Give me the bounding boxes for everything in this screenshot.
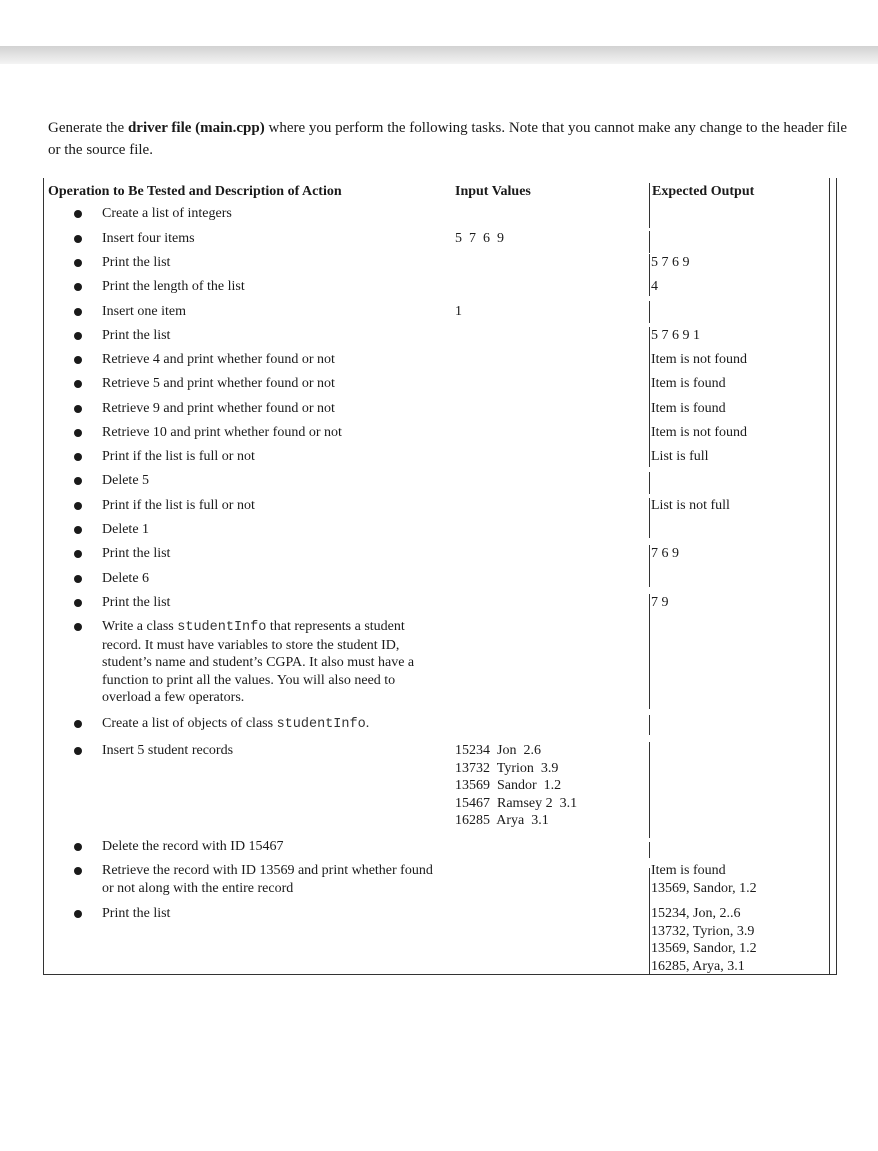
- expected-column-rule: [649, 183, 650, 228]
- expected-column-rule: [649, 301, 650, 323]
- bullet-icon: [74, 599, 82, 607]
- expected-column-rule: [649, 742, 650, 838]
- bullet-icon: [74, 867, 82, 875]
- operation-cell: [102, 715, 447, 734]
- operation-cell: Insert one item: [102, 304, 186, 319]
- bullet-icon: [74, 283, 82, 291]
- intro-paragraph: [48, 117, 848, 161]
- operation-cell: Insert 5 student records: [102, 743, 234, 758]
- expected-output-cell: Item is found: [651, 401, 726, 416]
- operation-cell: Print the list: [102, 328, 171, 343]
- header-expected: Expected Output: [652, 184, 755, 199]
- operation-text: Create a list of objects of class: [102, 716, 277, 731]
- bullet-icon: [74, 332, 82, 340]
- expected-column-rule: [649, 498, 650, 538]
- operation-text: .: [365, 716, 370, 731]
- bullet-icon: [74, 843, 82, 851]
- input-values-cell: 5 7 6 9: [455, 231, 504, 246]
- bullet-icon: [74, 453, 82, 461]
- operation-cell: Retrieve 9 and print whether found or not: [102, 401, 335, 416]
- operation-cell: Insert four items: [102, 231, 195, 246]
- expected-output-cell: Item is found: [651, 376, 726, 391]
- operation-cell: Retrieve the record with ID 13569 and print whether found or not along with the entire record: [102, 863, 433, 896]
- expected-column-rule: [649, 472, 650, 494]
- expected-column-rule: [649, 715, 650, 735]
- bullet-icon: [74, 747, 82, 755]
- bullet-icon: [74, 526, 82, 534]
- class-name-code: studentInfo: [276, 717, 366, 732]
- operation-cell: Delete 5: [102, 473, 150, 488]
- operation-cell: Retrieve 10 and print whether found or not: [102, 425, 342, 440]
- expected-column-rule: [649, 842, 650, 858]
- expected-column-rule: [649, 254, 650, 296]
- operation-cell: Print the list: [102, 595, 171, 610]
- expected-output-cell: 5 7 6 9: [651, 255, 690, 270]
- bullet-icon: [74, 623, 82, 631]
- bullet-icon: [74, 380, 82, 388]
- bullet-icon: [74, 502, 82, 510]
- operation-cell: Print the list: [102, 546, 171, 561]
- operation-cell: [102, 618, 447, 707]
- expected-output-cell: Item is not found: [651, 352, 748, 367]
- bullet-icon: [74, 308, 82, 316]
- operation-cell: Delete 6: [102, 571, 150, 586]
- expected-column-rule: [649, 545, 650, 587]
- bullet-icon: [74, 235, 82, 243]
- input-values-cell: 15234 Jon 2.6 13732 Tyrion 3.9 13569 Sandor 1.2 15467 Ramsey 2 3.1 16285 Arya 3.1: [455, 743, 578, 828]
- expected-output-cell: 5 7 6 9 1: [651, 328, 700, 343]
- expected-column-rule: [649, 904, 650, 974]
- bullet-icon: [74, 910, 82, 918]
- header-operation: Operation to Be Tested and Description of Action: [48, 184, 342, 199]
- expected-output-cell: Item is found 13569, Sandor, 1.2: [651, 863, 757, 896]
- intro-bold-file: driver file (main.cpp): [127, 120, 265, 136]
- expected-column-rule: [649, 231, 650, 253]
- expected-output-cell: 7 9: [651, 595, 669, 610]
- operation-cell: Print if the list is full or not: [102, 449, 255, 464]
- bullet-icon: [74, 210, 82, 218]
- table-border-right-inner: [829, 178, 830, 975]
- intro-text-before: Generate the: [48, 120, 128, 136]
- bullet-icon: [74, 477, 82, 485]
- bullet-icon: [74, 550, 82, 558]
- operation-cell: Retrieve 4 and print whether found or not: [102, 352, 335, 367]
- expected-output-cell: Item is not found: [651, 425, 748, 440]
- operation-cell: Delete the record with ID 15467: [102, 839, 284, 854]
- operation-cell: Print the list: [102, 906, 171, 921]
- viewer-toolbar-band: [0, 46, 878, 64]
- expected-output-cell: 15234, Jon, 2..6 13732, Tyrion, 3.9 13569, Sandor, 1.2 16285, Arya, 3.1: [651, 906, 757, 974]
- class-name-code: studentInfo: [177, 620, 267, 635]
- expected-column-rule: [649, 327, 650, 467]
- operation-text: Write a class: [102, 619, 178, 634]
- viewer-top-bar: [0, 0, 878, 64]
- expected-output-cell: List is not full: [651, 498, 730, 513]
- expected-output-cell: List is full: [651, 449, 709, 464]
- expected-column-rule: [649, 594, 650, 709]
- intro-text-after: where you perform the following tasks. Note that you cannot make any change to the header file or the source file.: [48, 120, 848, 158]
- operation-cell: Print if the list is full or not: [102, 498, 255, 513]
- bullet-icon: [74, 429, 82, 437]
- operation-cell: Create a list of integers: [102, 206, 232, 221]
- bullet-icon: [74, 720, 82, 728]
- table-border-left: [43, 178, 44, 975]
- operation-cell: Print the length of the list: [102, 279, 245, 294]
- operation-cell: Print the list: [102, 255, 171, 270]
- expected-output-cell: 7 6 9: [651, 546, 679, 561]
- input-values-cell: 1: [455, 304, 462, 319]
- expected-column-rule: [649, 868, 650, 906]
- expected-output-cell: 4: [651, 279, 658, 294]
- bullet-icon: [74, 405, 82, 413]
- operation-cell: Retrieve 5 and print whether found or not: [102, 376, 335, 391]
- bullet-icon: [74, 575, 82, 583]
- bullet-icon: [74, 259, 82, 267]
- header-input: Input Values: [455, 184, 531, 199]
- table-border-right-outer: [836, 178, 837, 975]
- bullet-icon: [74, 356, 82, 364]
- operation-text: that represents a student record. It must have variables to store the student ID, student’s name and student’s CGPA. It also must have a function to print all the values. You will also need to overload a few operators.: [102, 619, 415, 705]
- operation-cell: Delete 1: [102, 522, 150, 537]
